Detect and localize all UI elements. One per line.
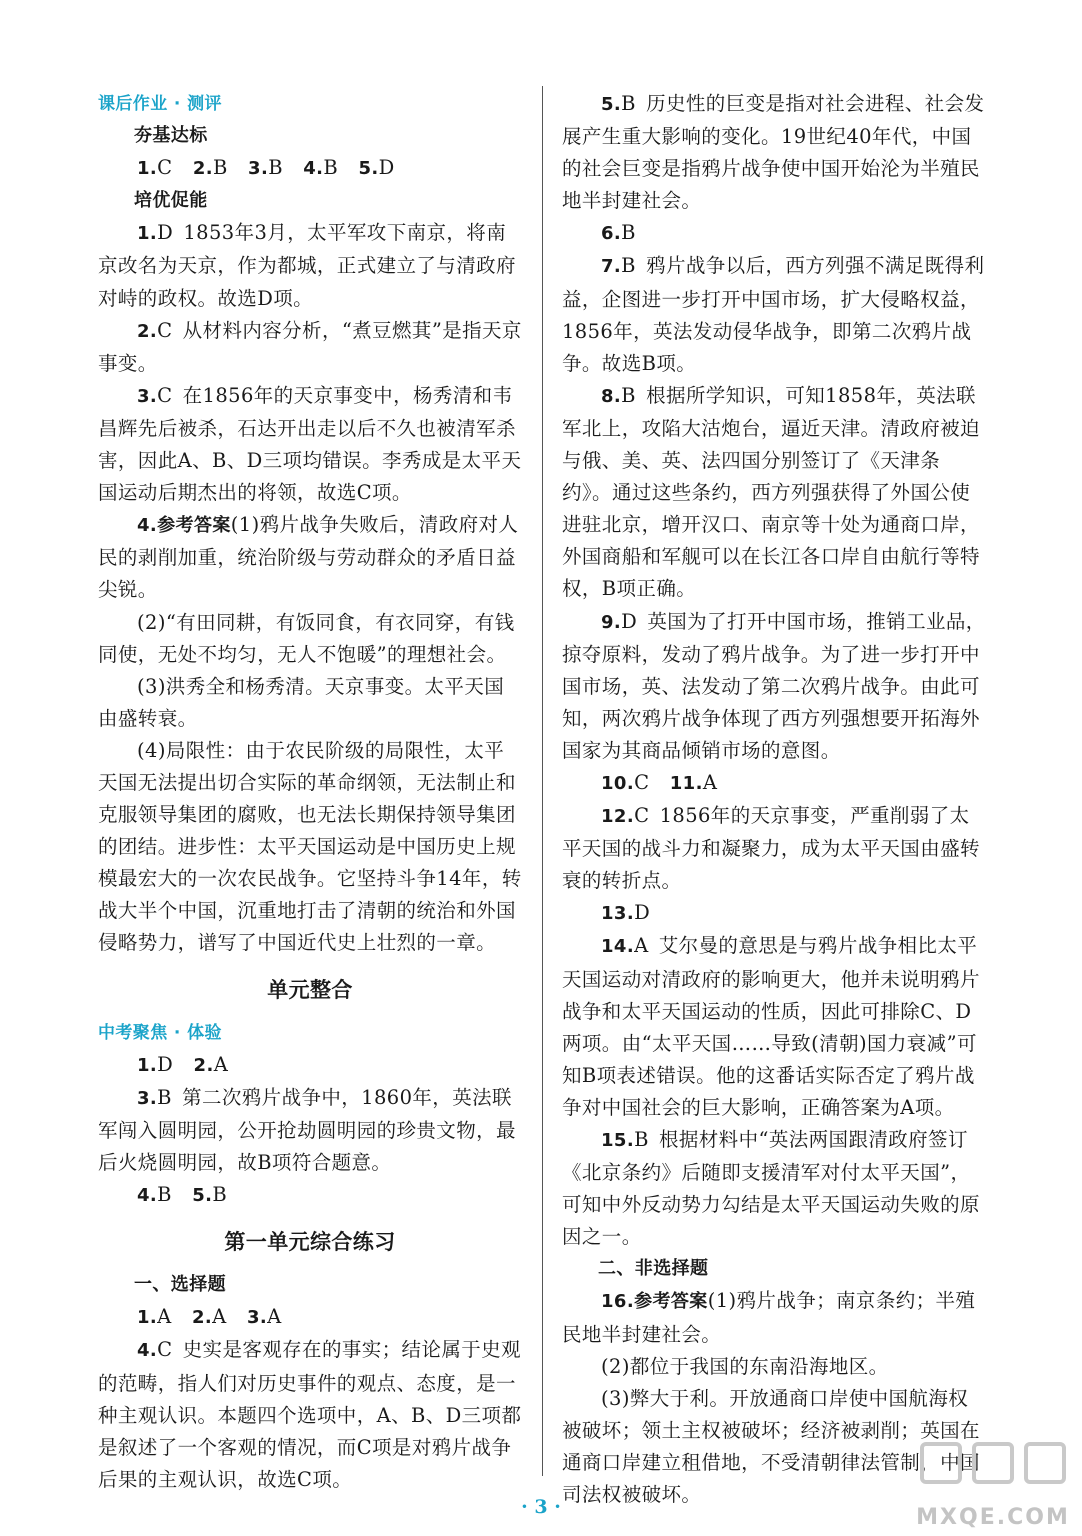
- answer-choice: A: [702, 770, 718, 794]
- answers-q10-q11: [562, 767, 986, 800]
- answer-q1: 1.D 1853年3月，太平军攻下南京，将南京改名为天京，作为都城，正式建立了与清政府对峙的政权。故选D项。: [98, 221, 516, 310]
- answer-choice: D: [157, 1052, 174, 1076]
- answer-choice: D: [378, 156, 395, 180]
- answer-choice: A: [157, 1305, 172, 1329]
- answer-q4-part3: (3)洪秀全和杨秀清。天京事变。太平天国由盛转衰。: [98, 674, 505, 730]
- answer-q7: 7.B 鸦片战争以后，西方列强不满足既得利益，企图进一步打开中国市场，扩大侵略权益，1856年，英法发动侵华战争，即第二次鸦片战争。故选B项。: [562, 254, 985, 375]
- section-header-exam: 中考聚焦 · 体验: [98, 1022, 222, 1043]
- section-header-homework: 课后作业 · 测评: [98, 94, 222, 114]
- answer-number: 5.: [358, 158, 379, 180]
- answer-q2: 2.C 从材料内容分析，“煮豆燃萁”是指天京事变。: [98, 318, 522, 375]
- answer-choice: A: [267, 1305, 282, 1329]
- answer-number: 4.: [303, 158, 324, 180]
- basic-answers-line: [98, 152, 522, 185]
- answer-q16-part2: (2)都位于我国的东南沿海地区。: [601, 1354, 889, 1378]
- answer-q16-part3: (3)弊大于利。开放通商口岸使中国航海权被破坏；领土主权被破坏；经济被剥削；英国在通商口岸建立租借地，不受清朝律法管制，中国司法权被破坏。: [562, 1386, 980, 1507]
- answer-q4-part4: (4)局限性：由于农民阶级的局限性，太平天国无法提出切合实际的革命纲领，无法制止和克服领导集团的腐败，也无法长期保持领导集团的团结。进步性：太平天国运动是中国历史上规模最宏大的一次农民战争。它坚持斗争14年，转战大半个中国，沉重地打击了清朝的统治和外国侵略势力，谱写了中国近代史上壮烈的一章。: [98, 738, 522, 955]
- subsection-basic: 夯基达标: [134, 125, 208, 147]
- answer-number: 5.: [192, 1185, 213, 1207]
- column-divider: [542, 86, 543, 1476]
- answer-choice: C: [157, 156, 173, 180]
- watermark-char-box: [1024, 1442, 1066, 1484]
- answer-choice: B: [323, 156, 339, 180]
- exam-answers-line-1: [98, 1049, 522, 1082]
- exam-answer-q3: 3.B 第二次鸦片战争中，1860年，英法联军闯入圆明园，公开抢劫圆明园的珍贵文物，最后火烧圆明园，故B项符合题意。: [98, 1085, 516, 1174]
- answer-q6: 6.B: [601, 221, 636, 245]
- answer-number: 1.: [137, 1307, 158, 1329]
- answer-choice: B: [157, 1183, 172, 1207]
- watermark-char-box: [920, 1442, 962, 1484]
- watermark-char-box: [972, 1442, 1014, 1484]
- answer-choice: C: [634, 770, 650, 794]
- left-column: [98, 88, 522, 1496]
- answer-q4-part2: (2)“有田同耕，有饭同食，有衣同穿，有钱同使，无处不均匀，无人不饱暖”的理想社会。: [98, 610, 515, 666]
- answer-q3: 3.C 在1856年的天京事变中，杨秀清和韦昌辉先后被杀，石达开出走以后不久也被清军杀害，因此A、B、D三项均错误。李秀成是太平天国运动后期杰出的将领，故选C项。: [98, 383, 522, 505]
- answer-choice: A: [212, 1305, 227, 1329]
- answer-number: 10.: [601, 772, 635, 794]
- answer-number: 2.: [191, 1307, 213, 1329]
- answer-q15: 15.B 根据材料中“英法两国跟清政府签订《北京条约》后随即支援清军对付太平天国”，可知中外反动势力勾结是太平天国运动失败的原因之一。: [562, 1128, 980, 1249]
- answer-number: 1.: [137, 1054, 158, 1076]
- answer-choice: B: [212, 1183, 228, 1207]
- answer-number: 2.: [193, 1054, 214, 1076]
- answer-number: 1.: [137, 158, 158, 180]
- answer-number: 4.: [137, 1185, 158, 1207]
- subsection-nonchoice: 二、非选择题: [598, 1258, 709, 1280]
- answer-choice: B: [212, 156, 228, 180]
- unit-exercise-title: 第一单元综合练习: [224, 1230, 396, 1255]
- unit-integration-title: 单元整合: [267, 977, 353, 1002]
- answer-number: 11.: [669, 772, 703, 794]
- answer-q4-head: 4.参考答案(1)鸦片战争失败后，清政府对人民的剥削加重，统治阶级与劳动群众的矛盾日益尖锐。: [98, 513, 519, 602]
- answer-q9: 9.D 英国为了打开中国市场，推销工业品，掠夺原料，发动了鸦片战争。为了进一步打开中国市场，英、法发动了第二次鸦片战争。由此可知，两次鸦片战争体现了西方列强想要开拓海外国家为其商品倾销市场的意图。: [562, 609, 986, 762]
- watermark-domain: MXQE.COM: [916, 1505, 1070, 1530]
- right-column: [562, 88, 986, 1511]
- answer-q12: 12.C 1856年的天京事变，严重削弱了太平天国的战斗力和凝聚力，成为太平天国由盛转衰的转折点。: [562, 804, 980, 893]
- answer-choice: B: [268, 156, 283, 180]
- answer-number: 3.: [246, 1307, 268, 1329]
- answer-q13: 13.D: [601, 901, 651, 925]
- subsection-advanced: 培优促能: [134, 190, 208, 212]
- subsection-choice: 一、选择题: [134, 1274, 226, 1296]
- answer-q8: 8.B 根据所学知识，可知1858年，英法联军北上，攻陷大沽炮台，逼近天津。清政府被迫与俄、美、英、法四国分别签订了《天津条约》。通过这些条约，西方列强获得了外国公使进驻北京，增开汉口、南京等十处为通商口岸，外国商船和军舰可以在长江各口岸自由航行等特权，B项正确。: [562, 383, 980, 601]
- watermark-logo: [914, 1442, 1072, 1530]
- exercise-answers-line: [98, 1301, 522, 1334]
- answer-number: 3.: [248, 158, 269, 180]
- answer-number: 2.: [192, 158, 213, 180]
- answer-q14: 14.A 艾尔曼的意思是与鸦片战争相比太平天国运动对清政府的影响更大，他并未说明鸦片战争和太平天国运动的性质，因此可排除C、D两项。由“太平天国……导致(清朝)国力衰减”可知B项表述错误。他的这番话实际否定了鸦片战争对中国社会的巨大影响，正确答案为A项。: [562, 934, 980, 1119]
- answer-q16-head: 16.参考答案(1)鸦片战争；南京条约；半殖民地半封建社会。: [562, 1289, 976, 1346]
- exercise-answer-q4: 4.C 史实是客观存在的事实；结论属于史观的范畴，指人们对历史事件的观点、态度，是一种主观认识。本题四个选项中，A、B、D三项都是叙述了一个客观的情况，而C项是对鸦片战争后果的主观认识，故选C项。: [98, 1338, 522, 1491]
- page-number: · 3 ·: [521, 1496, 561, 1518]
- answer-q5: 5.B 历史性的巨变是指对社会进程、社会发展产生重大影响的变化。19世纪40年代，中国的社会巨变是指鸦片战争使中国开始沦为半殖民地半封建社会。: [562, 92, 985, 213]
- answer-choice: A: [213, 1052, 229, 1076]
- exam-answers-line-2: [98, 1179, 522, 1212]
